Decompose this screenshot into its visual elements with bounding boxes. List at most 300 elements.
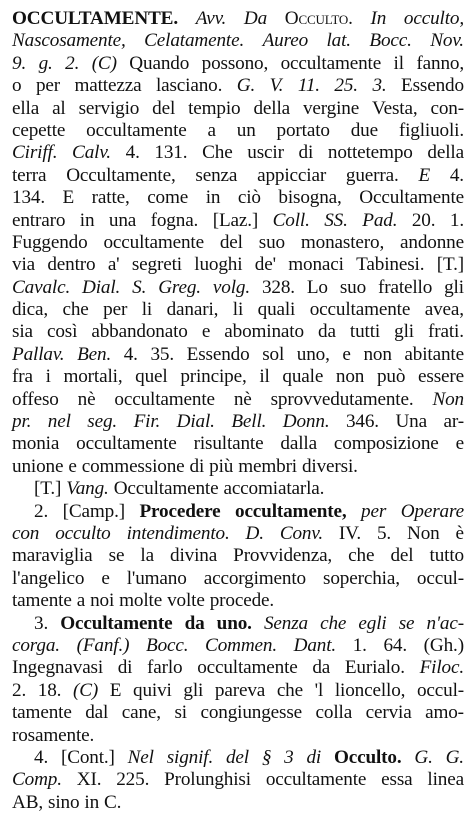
word: del	[390, 545, 414, 567]
word: offeso	[12, 388, 59, 410]
word: 2.	[34, 500, 49, 522]
word: terra	[12, 164, 47, 186]
italic-word: 3	[284, 746, 294, 768]
italic-word: corga.	[12, 634, 60, 656]
text-line	[12, 8, 464, 30]
word: Occultamente	[359, 187, 464, 209]
italic-word: n'ac-	[426, 612, 464, 634]
word: tamente	[12, 590, 72, 612]
word: volte	[167, 590, 205, 612]
italic-word: In	[370, 8, 387, 29]
word: 35.	[150, 343, 175, 365]
word: 20.	[411, 209, 436, 231]
word: [T.]	[436, 254, 464, 276]
word: IV.	[338, 522, 362, 544]
italic-word: lat.	[326, 30, 351, 52]
italic-word: §	[261, 746, 272, 768]
word: una	[108, 209, 137, 231]
text-line	[12, 142, 464, 164]
italic-word: signif.	[166, 746, 214, 768]
word: ratte,	[91, 187, 130, 209]
text-line	[12, 344, 464, 366]
word: quali	[257, 299, 296, 321]
word: membri	[238, 455, 297, 477]
italic-word: Comp.	[12, 769, 62, 791]
italic-word: D.	[245, 522, 264, 544]
word: essa	[381, 769, 413, 791]
word: frati.	[428, 321, 464, 343]
word: più	[209, 455, 234, 477]
italic-word: G.	[414, 746, 433, 768]
word: al	[52, 97, 66, 119]
word: 4.	[449, 164, 464, 186]
word: Provvidenza,	[233, 545, 333, 567]
word: luoghi	[194, 254, 243, 276]
word: in	[205, 187, 221, 209]
italic-word: Aureo	[262, 30, 309, 52]
word: molte	[119, 590, 163, 612]
italic-word: occulto,	[403, 8, 464, 29]
italic-word: Donn.	[282, 411, 330, 433]
bold-term: occultamente,	[235, 500, 347, 522]
word: Eurialo.	[344, 657, 405, 679]
italic-word: (C)	[91, 52, 117, 74]
italic-word: Ciriff.	[12, 142, 58, 164]
word: fra	[12, 366, 33, 388]
text-line	[12, 769, 464, 791]
text-line	[12, 792, 464, 814]
text-line	[12, 657, 464, 679]
word: linea	[427, 769, 464, 791]
word: congiungesse	[200, 702, 303, 724]
italic-word: Avv.	[195, 8, 227, 29]
word: nè	[77, 388, 96, 410]
word: servigio	[78, 97, 140, 119]
word: come	[147, 187, 189, 209]
word: in	[84, 791, 100, 813]
word: Ingegnavasi	[12, 657, 104, 679]
word: 18.	[37, 679, 62, 701]
word: occultamente	[114, 388, 215, 410]
entry-paragraph	[12, 501, 464, 613]
text-line	[12, 725, 464, 747]
word: commessione	[81, 455, 185, 477]
word: procede.	[209, 590, 275, 612]
word: occultamente	[103, 231, 204, 253]
word: farlo	[147, 657, 183, 679]
word: Una	[395, 411, 427, 433]
text-line	[12, 501, 464, 523]
word: monastero,	[300, 231, 385, 253]
word: Fuggendo	[12, 231, 88, 253]
italic-word: per	[361, 500, 387, 522]
entry-paragraph	[12, 8, 464, 478]
text-line	[12, 478, 464, 500]
word: divina	[170, 545, 218, 567]
text-line	[12, 98, 464, 120]
word: fanno,	[416, 52, 464, 74]
text-line	[12, 299, 464, 321]
word: abitante	[404, 343, 464, 365]
word: [T.]	[34, 478, 62, 500]
word: accorgimento	[203, 567, 306, 589]
italic-word: egli	[358, 612, 387, 634]
word: può	[376, 366, 406, 388]
text-line	[12, 545, 464, 567]
word: portato	[276, 119, 330, 141]
italic-word: Nov.	[430, 30, 464, 52]
word: si	[174, 702, 187, 724]
word: unione	[12, 455, 64, 477]
italic-word: Non	[432, 388, 464, 410]
italic-word: E	[418, 164, 431, 186]
word: tempio	[188, 97, 241, 119]
word: e	[68, 455, 77, 477]
word: 4.	[123, 343, 138, 365]
word: segreti	[131, 254, 182, 276]
italic-word: se	[398, 612, 415, 634]
word: uscir	[247, 142, 284, 164]
italic-word: Bocc.	[146, 634, 189, 656]
italic-word: Bell.	[231, 411, 267, 433]
italic-word: 25.	[334, 75, 358, 97]
word: lioncello,	[334, 679, 406, 701]
word: da	[318, 321, 336, 343]
word: la	[140, 545, 154, 567]
word: in	[79, 209, 95, 231]
word: a	[207, 119, 216, 141]
word: 'l	[314, 679, 324, 701]
word: occul-	[416, 679, 464, 701]
word: Vesta,	[372, 97, 418, 119]
word: che	[348, 545, 375, 567]
word: (Gh.)	[423, 634, 464, 656]
word: i	[45, 366, 51, 388]
text-line	[12, 590, 464, 612]
word: il	[259, 366, 270, 388]
italic-word: Filoc.	[419, 657, 464, 679]
word: ella	[12, 97, 40, 119]
italic-word: g.	[38, 52, 53, 74]
word: senza	[195, 164, 238, 186]
word: occultamente	[197, 657, 298, 679]
text-line	[12, 568, 464, 590]
word: monaci	[288, 254, 344, 276]
italic-word: Ben.	[77, 343, 112, 365]
word: dica,	[12, 299, 49, 321]
italic-word: del	[225, 746, 249, 768]
word: se	[108, 545, 125, 567]
word: gli	[444, 276, 464, 298]
word: a	[76, 590, 86, 612]
word: di	[117, 657, 133, 679]
word: maraviglia	[12, 545, 93, 567]
word: 2.	[12, 679, 27, 701]
word: guerra.	[345, 164, 399, 186]
italic-word: Dial.	[176, 411, 215, 433]
word: Tabinesi.	[356, 254, 425, 276]
italic-word: Coll.	[272, 209, 310, 231]
word: composizione	[333, 433, 439, 455]
italic-word: Vang.	[66, 478, 109, 500]
word: vergine	[302, 97, 360, 119]
word: 4.	[34, 746, 49, 768]
word: un	[236, 119, 256, 141]
word: andonne	[400, 231, 464, 253]
word: dal	[85, 702, 109, 724]
entry-paragraph	[12, 613, 464, 747]
word: e	[101, 567, 110, 589]
word: della	[427, 142, 464, 164]
word: avea,	[424, 299, 464, 321]
entry-paragraph	[12, 747, 464, 814]
italic-word: Conv.	[279, 522, 323, 544]
text-line	[12, 680, 464, 702]
word: dalla	[280, 433, 317, 455]
word: via	[12, 254, 35, 276]
word: Essendo	[401, 75, 464, 97]
word: possono,	[201, 52, 269, 74]
word: cane,	[121, 702, 161, 724]
word: il	[393, 52, 404, 74]
italic-word: che	[320, 612, 347, 634]
word: occultamente	[309, 299, 411, 321]
text-line	[12, 702, 464, 724]
italic-word: nel	[47, 411, 71, 433]
word: diversi.	[301, 455, 358, 477]
italic-word: 11.	[297, 75, 320, 97]
word: bisogna,	[278, 187, 342, 209]
word: di	[298, 142, 314, 164]
word: AB,	[12, 791, 44, 813]
italic-word: Pallav.	[12, 343, 65, 365]
word: dentro	[47, 254, 96, 276]
italic-word: Operare	[400, 500, 464, 522]
word: 225.	[116, 769, 150, 791]
word: appicciar	[257, 164, 327, 186]
word: Quando	[129, 52, 190, 74]
text-line	[12, 187, 464, 209]
word: XI.	[76, 769, 102, 791]
word: tutti	[349, 321, 381, 343]
word: E	[109, 679, 122, 701]
word: Occultamente	[113, 478, 219, 500]
italic-word: Bocc.	[369, 30, 412, 52]
word: 64.	[383, 634, 408, 656]
word: sino	[48, 791, 80, 813]
text-line	[12, 523, 464, 545]
word: li	[232, 299, 244, 321]
text-line	[12, 411, 464, 433]
italic-word: 2.	[65, 52, 80, 74]
word: e	[201, 321, 211, 343]
word: Occultamente,	[66, 164, 176, 186]
text-line	[12, 254, 464, 276]
word: occultamente	[280, 52, 382, 74]
word: figliuoli.	[398, 119, 464, 141]
italic-word: Nascosamente,	[12, 30, 126, 52]
word: occul-	[416, 567, 464, 589]
text-line	[12, 30, 464, 52]
text-line	[12, 232, 464, 254]
word: lasciano.	[155, 75, 223, 97]
word: abbandonato	[91, 321, 188, 343]
italic-word: S.	[132, 276, 147, 298]
italic-word: Celatamente.	[144, 30, 245, 52]
word: amo-	[425, 702, 464, 724]
word: colla	[315, 702, 353, 724]
word: Occulto.	[284, 8, 353, 29]
word: non	[335, 366, 365, 388]
italic-word: Da	[243, 8, 268, 29]
text-line	[12, 120, 464, 142]
italic-word: G.	[236, 75, 256, 97]
word: occultamente	[86, 119, 187, 141]
word: cepette	[12, 119, 66, 141]
word: tutto	[429, 545, 464, 567]
word: E	[62, 187, 75, 209]
word: fogna.	[150, 209, 199, 231]
word: fratello	[377, 276, 433, 298]
italic-word: pr.	[12, 411, 32, 433]
italic-word: 9.	[12, 52, 27, 74]
italic-word: (C)	[72, 679, 99, 701]
word: Lo	[306, 276, 328, 298]
word: principe,	[180, 366, 247, 388]
word: Essendo	[186, 343, 250, 365]
word: rosamente.	[12, 724, 95, 746]
text-line	[12, 456, 464, 478]
word: così	[46, 321, 78, 343]
word: sol	[262, 343, 285, 365]
word: è	[455, 522, 464, 544]
bold-term: Occultamente	[60, 612, 173, 634]
word: gli	[183, 679, 204, 701]
word: o	[12, 75, 22, 97]
word: danari,	[166, 299, 219, 321]
word: 4.	[125, 142, 140, 164]
italic-word: con	[12, 522, 40, 544]
word: soperchia,	[323, 567, 400, 589]
word: quivi	[133, 679, 172, 701]
word: con-	[430, 97, 464, 119]
text-line	[12, 53, 464, 75]
word: abominato	[224, 321, 304, 343]
text-line	[12, 366, 464, 388]
word: nè	[233, 388, 252, 410]
word: C.	[104, 791, 122, 813]
italic-word: Nel	[127, 746, 154, 768]
word: del	[219, 231, 243, 253]
italic-word: G.	[445, 746, 464, 768]
word: della	[253, 97, 290, 119]
text-line	[12, 321, 464, 343]
word: pareva	[214, 679, 266, 701]
word: [Laz.]	[212, 209, 259, 231]
word: accomiatarla.	[223, 478, 325, 500]
word: l'umano	[126, 567, 187, 589]
word: e	[455, 433, 464, 455]
word: occultamente	[265, 769, 367, 791]
word: mattezza	[74, 75, 142, 97]
word: di	[189, 455, 205, 477]
italic-word: Dial.	[82, 276, 121, 298]
word: 1.	[352, 634, 367, 656]
italic-word: Cavalc.	[12, 276, 71, 298]
bold-term: da	[184, 612, 205, 634]
italic-word: di	[306, 746, 322, 768]
italic-word: SS.	[324, 209, 348, 231]
text-line	[12, 635, 464, 657]
text-line	[12, 433, 464, 455]
italic-word: occulto	[55, 522, 111, 544]
word: [Cont.]	[60, 746, 115, 768]
text-line	[12, 277, 464, 299]
word: 134.	[12, 187, 45, 209]
bold-term: OCCULTAMENTE.	[12, 8, 178, 29]
word: nottetempo	[327, 142, 413, 164]
italic-word: Greg.	[158, 276, 201, 298]
text-line	[12, 165, 464, 187]
italic-word: Calv.	[72, 142, 111, 164]
word: sia	[12, 321, 33, 343]
italic-word: Fir.	[133, 411, 161, 433]
italic-word: Pad.	[362, 209, 398, 231]
word: non	[363, 343, 392, 365]
word: l'angelico	[12, 567, 85, 589]
bold-term: Occulto.	[333, 746, 402, 768]
word: mortali,	[63, 366, 123, 388]
text-line	[12, 75, 464, 97]
word: quale	[282, 366, 324, 388]
italic-word: volg.	[212, 276, 250, 298]
word: del	[152, 97, 176, 119]
word: quel	[135, 366, 168, 388]
word: [Camp.]	[62, 500, 125, 522]
word: uno,	[296, 343, 330, 365]
italic-word: Senza	[263, 612, 308, 634]
word: suo	[258, 231, 285, 253]
italic-word: 3.	[372, 75, 387, 97]
word: 131.	[154, 142, 188, 164]
italic-word: seg.	[87, 411, 118, 433]
word: entraro	[12, 209, 66, 231]
text-line	[12, 613, 464, 635]
word: risultante	[193, 433, 264, 455]
word: che	[276, 679, 303, 701]
word: Che	[202, 142, 233, 164]
word: de'	[254, 254, 276, 276]
word: e	[342, 343, 351, 365]
italic-word: (Fanf.)	[76, 634, 130, 656]
word: essere	[418, 366, 464, 388]
word: due	[350, 119, 378, 141]
text-line	[12, 389, 464, 411]
italic-word: Commen.	[205, 634, 278, 656]
word: a'	[107, 254, 120, 276]
word: monia	[12, 433, 60, 455]
bold-term: Procedere	[139, 500, 221, 522]
word: tamente	[12, 702, 72, 724]
dictionary-entry	[12, 8, 464, 814]
italic-word: intendimento.	[126, 522, 230, 544]
word: per	[35, 75, 60, 97]
word: cervia	[365, 702, 412, 724]
italic-word: Dant.	[293, 634, 337, 656]
word: che	[62, 299, 89, 321]
word: 5.	[376, 522, 392, 544]
entry-paragraph	[12, 478, 464, 500]
